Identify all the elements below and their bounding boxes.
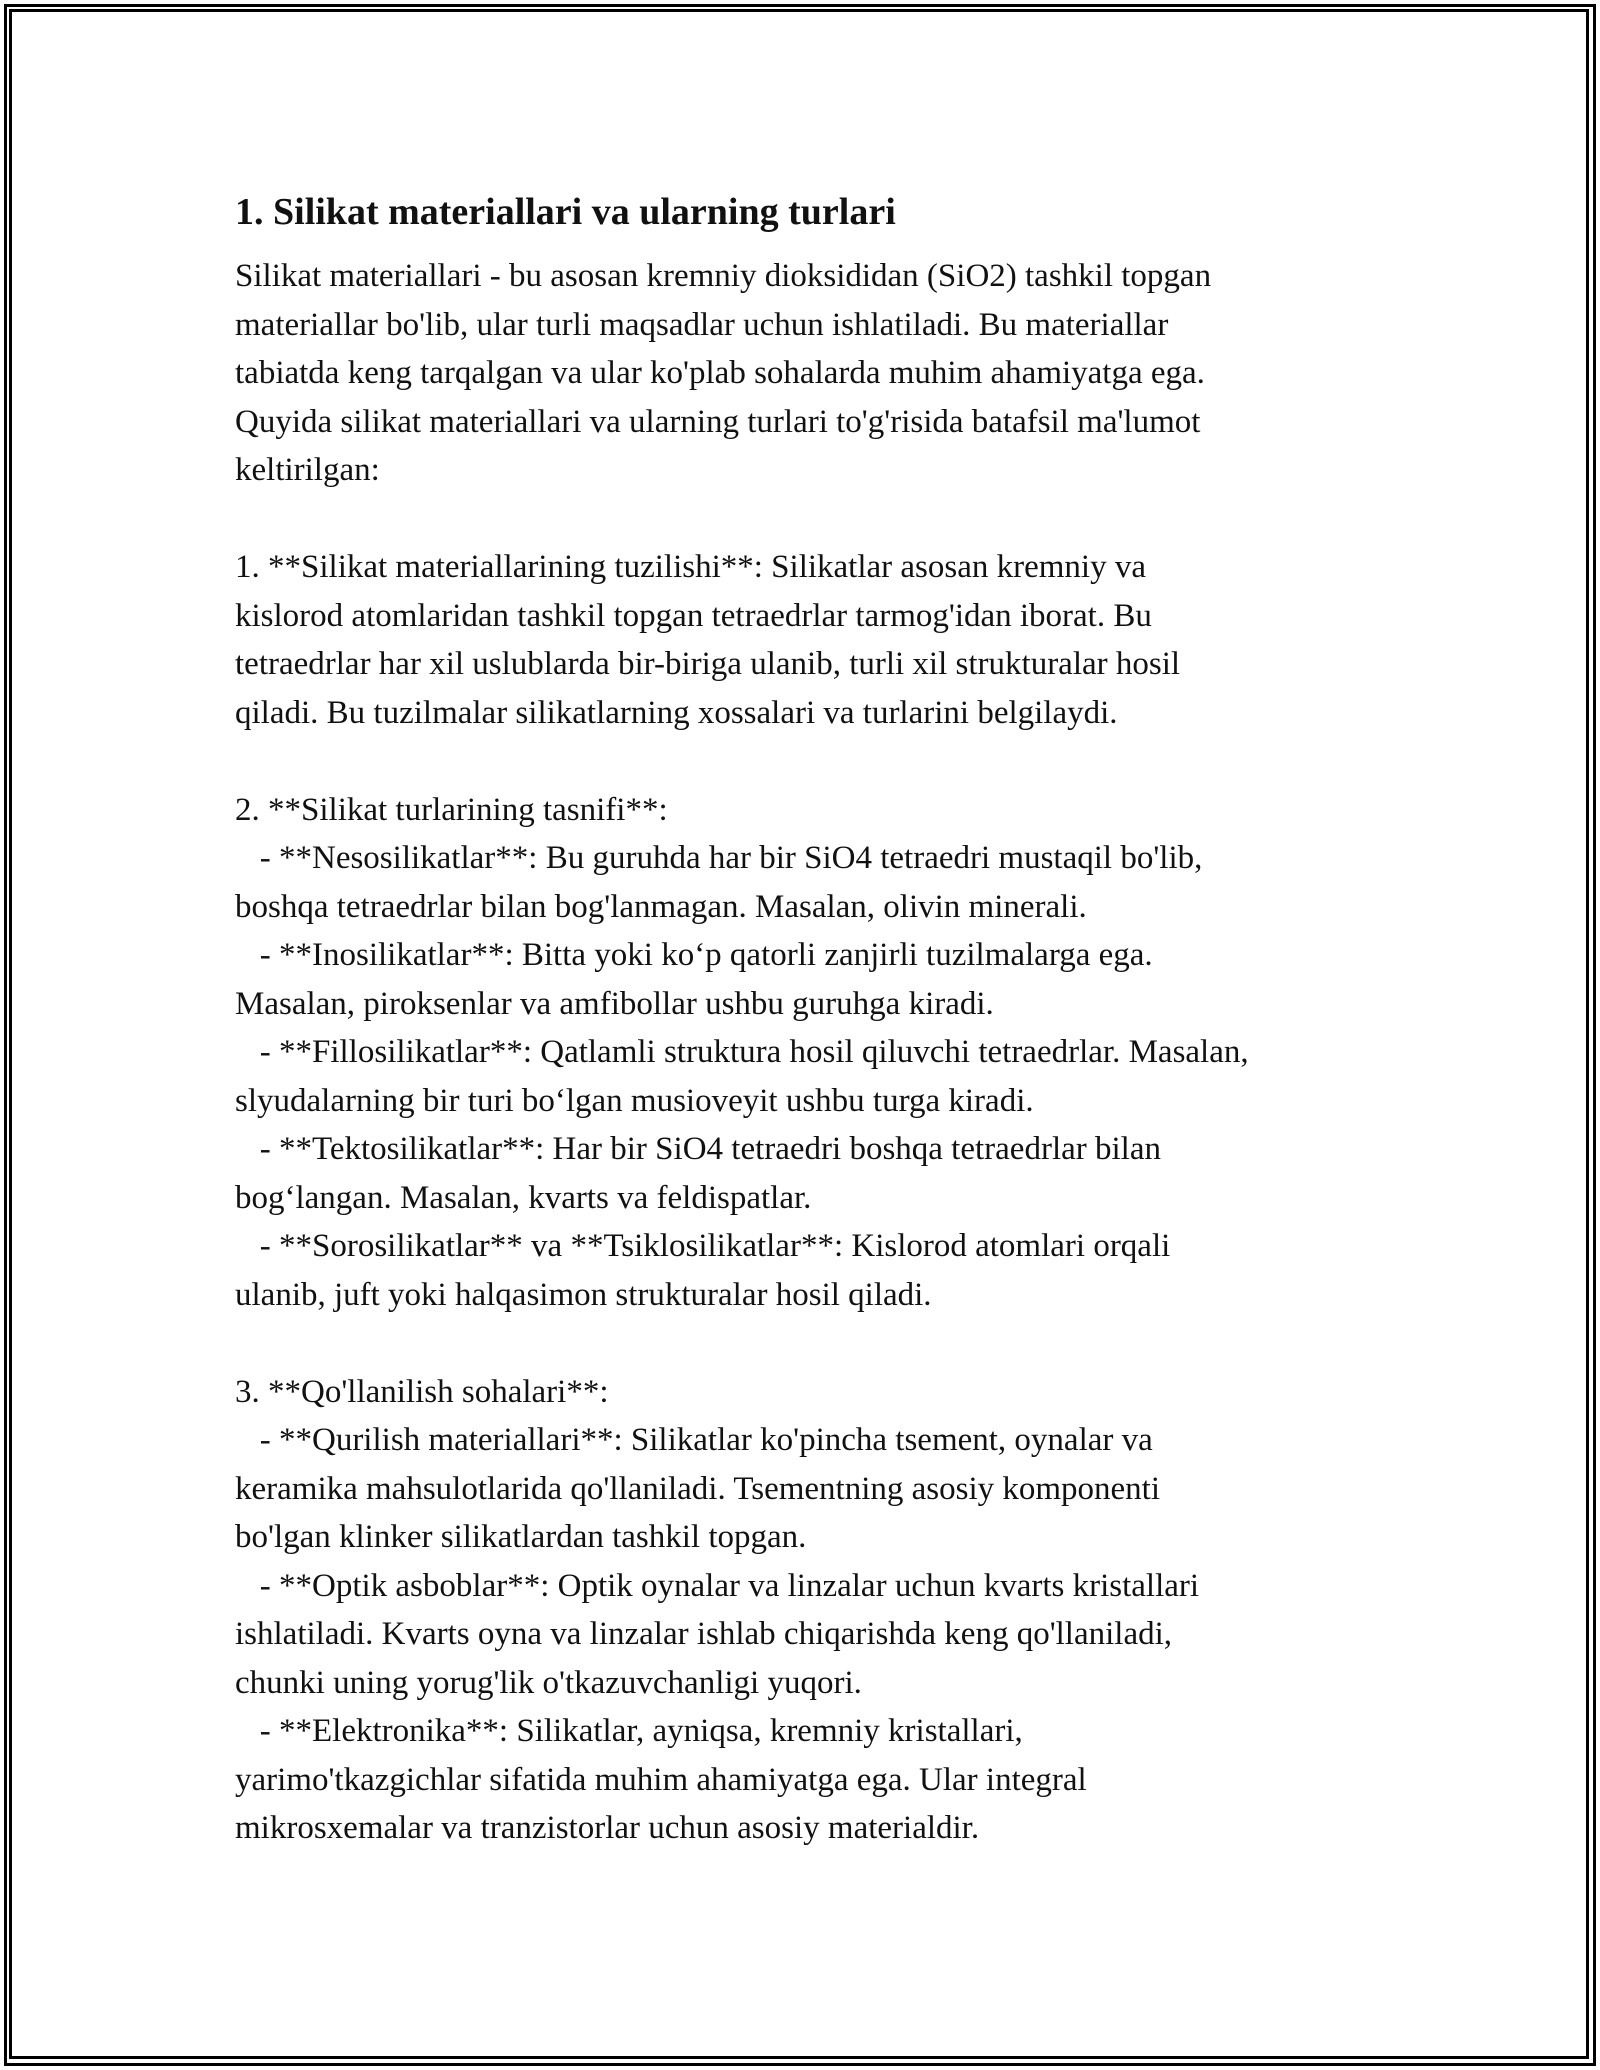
text-line: boshqa tetraedrlar bilan bog'lanmagan. Masalan, olivin minerali. [235, 888, 1087, 925]
text-line: - **Inosilikatlar**: Bitta yoki ko‘p qatorli zanjirli tuzilmalarga ega. [235, 937, 1153, 973]
text-line: keramika mahsulotlarida qo'llaniladi. Tsementning asosiy komponenti [235, 1470, 1161, 1507]
paragraph-spacer [235, 737, 1395, 786]
document-body [235, 186, 1395, 1853]
text-line: qiladi. Bu tuzilmalar silikatlarning xossalari va turlarini belgilaydi. [235, 694, 1118, 731]
text-line: materiallar bo'lib, ular turli maqsadlar uchun ishlatiladi. Bu materiallar [235, 306, 1169, 343]
text-line: kislorod atomlaridan tashkil topgan tetraedrlar tarmog'idan iborat. Bu [235, 597, 1152, 634]
text-line: - **Fillosilikatlar**: Qatlamli struktura hosil qiluvchi tetraedrlar. Masalan, [235, 1034, 1249, 1070]
text-line: bog‘langan. Masalan, kvarts va feldispatlar. [235, 1179, 812, 1216]
text-line: ishlatiladi. Kvarts oyna va linzalar ishlab chiqarishda keng qo'llaniladi, [235, 1616, 1173, 1652]
text-line: 1. **Silikat materiallarining tuzilishi**: Silikatlar asosan kremniy va [235, 549, 1146, 585]
text-line: keltirilgan: [235, 452, 380, 488]
paragraph-spacer [235, 1319, 1395, 1368]
text-line: ulanib, juft yoki halqasimon strukturalar hosil qiladi. [235, 1276, 932, 1313]
text-line: - **Tektosilikatlar**: Har bir SiO4 tetraedri boshqa tetraedrlar bilan [235, 1131, 1161, 1167]
text-line: slyudalarning bir turi bo‘lgan musioveyit ushbu turga kiradi. [235, 1082, 1034, 1119]
paragraph-spacer [235, 495, 1395, 544]
text-line: - **Nesosilikatlar**: Bu guruhda har bir SiO4 tetraedri mustaqil bo'lib, [235, 840, 1203, 876]
section-structure [235, 543, 1395, 737]
document-title: 1. Silikat materiallari va ularning turlari [235, 191, 896, 233]
text-line: tabiatda keng tarqalgan va ular ko'plab sohalarda muhim ahamiyatga ega. [235, 355, 1205, 391]
text-line: Masalan, piroksenlar va amfibollar ushbu guruhga kiradi. [235, 985, 994, 1022]
section-applications [235, 1368, 1395, 1853]
text-line: 2. **Silikat turlarining tasnifi**: [235, 791, 668, 828]
text-line: tetraedrlar har xil uslublarda bir-biriga ulanib, turli xil strukturalar hosil [235, 646, 1181, 682]
text-line: - **Sorosilikatlar** va **Tsiklosilikatlar**: Kislorod atomlari orqali [235, 1228, 1171, 1264]
text-line: - **Optik asboblar**: Optik oynalar va linzalar uchun kvarts kristallari [235, 1567, 1200, 1604]
text-line: - **Qurilish materiallari**: Silikatlar ko'pincha tsement, oynalar va [235, 1422, 1153, 1458]
intro-paragraph [235, 252, 1395, 495]
text-line: chunki uning yorug'lik o'tkazuvchanligi yuqori. [235, 1664, 862, 1701]
text-line: mikrosxemalar va tranzistorlar uchun asosiy materialdir. [235, 1810, 980, 1846]
section-classification [235, 786, 1395, 1320]
text-line: yarimo'tkazgichlar sifatida muhim ahamiyatga ega. Ular integral [235, 1761, 1087, 1798]
text-line: 3. **Qo'llanilish sohalari**: [235, 1373, 609, 1410]
text-line: Silikat materiallari - bu asosan kremniy dioksididan (SiO2) tashkil topgan [235, 258, 1212, 294]
text-line: - **Elektronika**: Silikatlar, ayniqsa, kremniy kristallari, [235, 1713, 1023, 1749]
text-line: Quyida silikat materiallari va ularning turlari to'g'risida batafsil ma'lumot [235, 403, 1201, 440]
text-line: bo'lgan klinker silikatlardan tashkil topgan. [235, 1519, 807, 1555]
